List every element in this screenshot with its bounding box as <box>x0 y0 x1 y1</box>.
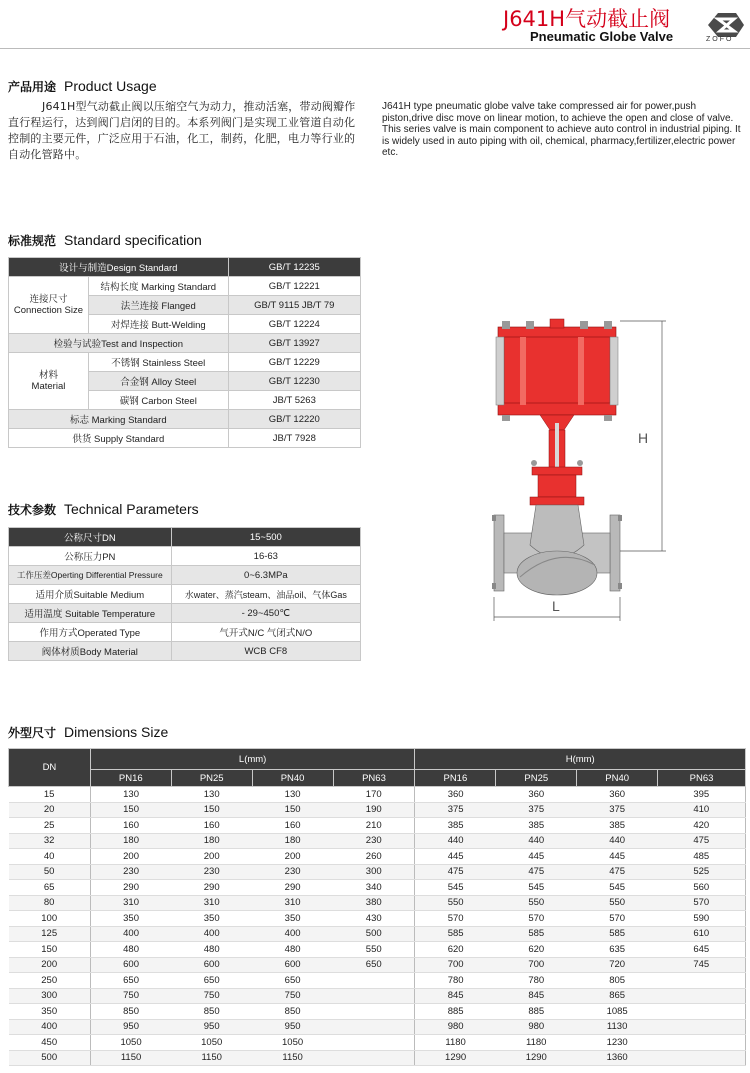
table-cell: 1150 <box>90 1050 171 1066</box>
table-cell: 550 <box>415 895 496 911</box>
tech-row-value: 15~500 <box>171 528 360 547</box>
table-cell: 440 <box>415 833 496 849</box>
table-cell: 380 <box>333 895 415 911</box>
standard-title-en: Standard specification <box>64 232 202 248</box>
table-row <box>9 988 746 1004</box>
dn-cell: 400 <box>9 1019 91 1035</box>
table-cell: 180 <box>252 833 333 849</box>
table-cell <box>333 988 415 1004</box>
usage-title-en: Product Usage <box>64 78 157 94</box>
table-cell: 160 <box>90 818 171 834</box>
yoke <box>530 415 584 505</box>
table-row <box>9 942 746 958</box>
table-cell: 230 <box>171 864 252 880</box>
table-cell: 845 <box>415 988 496 1004</box>
table-cell: 585 <box>415 926 496 942</box>
table-cell: 475 <box>415 864 496 880</box>
tech-row-value: 0~6.3MPa <box>171 566 360 585</box>
tech-row-label: 公称压力PN <box>9 547 172 566</box>
table-row <box>9 1035 746 1051</box>
table-cell: 645 <box>658 942 746 958</box>
material-row-value: GB/T 12229 <box>228 353 360 372</box>
table-row <box>9 973 746 989</box>
table-cell: 375 <box>577 802 658 818</box>
dimension-h-label: H <box>638 430 649 446</box>
table-cell: 545 <box>577 880 658 896</box>
logo-text: ZOFO <box>706 36 734 43</box>
document-title: J641H气动截止阀 <box>503 7 671 31</box>
table-cell: 550 <box>496 895 577 911</box>
tech-row-value: - 29~450℃ <box>171 604 360 623</box>
connection-row-value: GB/T 9115 JB/T 79 <box>228 296 360 315</box>
table-cell: 445 <box>577 849 658 865</box>
dn-cell: 500 <box>9 1050 91 1066</box>
dn-cell: 40 <box>9 849 91 865</box>
material-label <box>9 353 89 410</box>
dimensions-title-zh: 外型尺寸 <box>8 726 57 740</box>
standard-table <box>8 257 361 448</box>
table-cell: 1180 <box>415 1035 496 1051</box>
table-cell: 585 <box>496 926 577 942</box>
table-cell: 1290 <box>496 1050 577 1066</box>
table-cell: 480 <box>171 942 252 958</box>
table-cell: 310 <box>171 895 252 911</box>
connection-size-label-en: Connection Size <box>13 305 84 316</box>
table-cell: 650 <box>171 973 252 989</box>
pn-header: PN40 <box>252 770 333 787</box>
table-cell: 610 <box>658 926 746 942</box>
table-cell: 350 <box>90 911 171 927</box>
table-cell: 180 <box>90 833 171 849</box>
connection-row-value: GB/T 12221 <box>228 277 360 296</box>
table-cell: 570 <box>658 895 746 911</box>
table-cell: 200 <box>90 849 171 865</box>
table-cell: 700 <box>415 957 496 973</box>
tech-row-value: 16-63 <box>171 547 360 566</box>
dimension-l-label: L <box>552 598 560 614</box>
table-cell: 445 <box>496 849 577 865</box>
table-cell: 350 <box>252 911 333 927</box>
dn-cell: 100 <box>9 911 91 927</box>
material-row-value: JB/T 5263 <box>228 391 360 410</box>
table-cell: 1050 <box>252 1035 333 1051</box>
table-row <box>9 1050 746 1066</box>
table-cell: 720 <box>577 957 658 973</box>
dn-cell: 25 <box>9 818 91 834</box>
table-cell: 375 <box>415 802 496 818</box>
table-cell: 230 <box>90 864 171 880</box>
table-cell: 1150 <box>171 1050 252 1066</box>
table-cell: 1085 <box>577 1004 658 1020</box>
valve-body <box>492 505 622 595</box>
table-cell: 750 <box>90 988 171 1004</box>
technical-table <box>8 527 361 661</box>
table-cell: 340 <box>333 880 415 896</box>
table-cell: 545 <box>496 880 577 896</box>
table-cell: 150 <box>252 802 333 818</box>
table-row <box>9 911 746 927</box>
table-cell: 560 <box>658 880 746 896</box>
dn-cell: 200 <box>9 957 91 973</box>
table-cell <box>333 1050 415 1066</box>
table-row <box>9 818 746 834</box>
table-cell: 360 <box>577 787 658 803</box>
tech-row-value: 水water、蒸汽steam、油品oil、气体Gas <box>171 585 360 604</box>
supply-label: 供货 Supply Standard <box>9 429 229 448</box>
material-label-zh: 材料 <box>38 370 58 381</box>
tech-row-value: WCB CF8 <box>171 642 360 661</box>
table-cell: 1230 <box>577 1035 658 1051</box>
table-cell: 885 <box>415 1004 496 1020</box>
dn-cell: 300 <box>9 988 91 1004</box>
table-row <box>9 833 746 849</box>
table-cell <box>333 1019 415 1035</box>
dn-cell: 50 <box>9 864 91 880</box>
l-header: L(mm) <box>90 749 415 770</box>
dn-cell: 150 <box>9 942 91 958</box>
table-cell: 360 <box>415 787 496 803</box>
material-row-label: 不锈钢 Stainless Steel <box>88 353 228 372</box>
dimensions-title <box>8 724 168 741</box>
pn-header: PN16 <box>415 770 496 787</box>
table-cell: 950 <box>171 1019 252 1035</box>
table-cell: 300 <box>333 864 415 880</box>
table-cell: 650 <box>90 973 171 989</box>
table-cell: 590 <box>658 911 746 927</box>
table-cell: 620 <box>415 942 496 958</box>
table-cell: 950 <box>252 1019 333 1035</box>
dn-cell: 65 <box>9 880 91 896</box>
table-cell: 160 <box>252 818 333 834</box>
table-cell <box>658 988 746 1004</box>
table-cell: 400 <box>171 926 252 942</box>
table-cell: 865 <box>577 988 658 1004</box>
pn-header: PN25 <box>171 770 252 787</box>
table-cell: 375 <box>496 802 577 818</box>
pn-header: PN16 <box>90 770 171 787</box>
table-row <box>9 926 746 942</box>
pn-header: PN25 <box>496 770 577 787</box>
dimensions-table <box>8 748 746 1066</box>
table-cell <box>658 1035 746 1051</box>
table-cell: 850 <box>252 1004 333 1020</box>
table-cell: 745 <box>658 957 746 973</box>
table-cell: 1180 <box>496 1035 577 1051</box>
table-cell: 480 <box>252 942 333 958</box>
table-cell: 585 <box>577 926 658 942</box>
table-cell: 475 <box>658 833 746 849</box>
material-row-label: 碳钢 Carbon Steel <box>88 391 228 410</box>
table-cell: 550 <box>577 895 658 911</box>
pn-header: PN63 <box>658 770 746 787</box>
table-cell: 210 <box>333 818 415 834</box>
table-cell: 130 <box>252 787 333 803</box>
pneumatic-globe-valve-drawing <box>480 315 670 625</box>
usage-text-en: J641H type pneumatic globe valve take compressed air for power,push piston,drive disc move on linear motion, to achieve the open and close of valve. This series valve is main component to achieve auto control in industrial piping. It is widely used in auto piping with oil, chemical, pharmacy,fertilizer,electric power etc. <box>382 101 741 158</box>
table-cell: 475 <box>577 864 658 880</box>
table-row <box>9 1004 746 1020</box>
table-cell: 260 <box>333 849 415 865</box>
table-cell: 290 <box>171 880 252 896</box>
table-cell: 440 <box>577 833 658 849</box>
table-cell: 290 <box>252 880 333 896</box>
connection-row-label: 法兰连接 Flanged <box>88 296 228 315</box>
table-cell <box>333 973 415 989</box>
table-cell: 385 <box>496 818 577 834</box>
table-cell: 310 <box>252 895 333 911</box>
tech-row-label: 作用方式Operated Type <box>9 623 172 642</box>
table-cell: 750 <box>252 988 333 1004</box>
technical-title-en: Technical Parameters <box>64 501 199 517</box>
material-row-label: 合金钢 Alloy Steel <box>88 372 228 391</box>
table-cell: 570 <box>577 911 658 927</box>
connection-row-label: 对焊连接 Butt-Welding <box>88 315 228 334</box>
table-cell: 525 <box>658 864 746 880</box>
table-cell: 160 <box>171 818 252 834</box>
table-cell: 310 <box>90 895 171 911</box>
dn-cell: 450 <box>9 1035 91 1051</box>
table-cell: 200 <box>252 849 333 865</box>
table-cell: 805 <box>577 973 658 989</box>
table-cell: 570 <box>496 911 577 927</box>
table-cell: 850 <box>90 1004 171 1020</box>
dn-cell: 20 <box>9 802 91 818</box>
table-cell: 290 <box>90 880 171 896</box>
table-cell: 360 <box>496 787 577 803</box>
table-cell <box>658 1050 746 1066</box>
table-cell: 980 <box>496 1019 577 1035</box>
table-cell: 150 <box>90 802 171 818</box>
table-cell: 420 <box>658 818 746 834</box>
dn-cell: 80 <box>9 895 91 911</box>
tech-row-label: 适用温度 Suitable Temperature <box>9 604 172 623</box>
table-cell: 410 <box>658 802 746 818</box>
table-row <box>9 895 746 911</box>
dn-cell: 15 <box>9 787 91 803</box>
table-cell: 1050 <box>90 1035 171 1051</box>
h-header: H(mm) <box>415 749 746 770</box>
tech-row-label: 工作压差Operting Differential Pressure <box>9 566 172 585</box>
table-cell: 400 <box>90 926 171 942</box>
table-cell: 1150 <box>252 1050 333 1066</box>
header-divider <box>0 48 750 49</box>
table-cell <box>333 1035 415 1051</box>
connection-row-label: 结构长度 Marking Standard <box>88 277 228 296</box>
material-label-en: Material <box>31 381 66 392</box>
table-cell: 130 <box>90 787 171 803</box>
technical-title <box>8 501 199 518</box>
table-cell: 980 <box>415 1019 496 1035</box>
dn-cell: 32 <box>9 833 91 849</box>
pn-header: PN63 <box>333 770 415 787</box>
dimensions-title-en: Dimensions Size <box>64 724 169 740</box>
usage-title <box>8 78 157 95</box>
table-cell: 885 <box>496 1004 577 1020</box>
design-standard-label: 设计与制造Design Standard <box>9 258 229 277</box>
table-cell: 750 <box>171 988 252 1004</box>
dn-cell: 350 <box>9 1004 91 1020</box>
table-row <box>9 802 746 818</box>
table-cell <box>658 1004 746 1020</box>
dn-header: DN <box>9 749 91 787</box>
inspection-label: 检验与试验Test and Inspection <box>9 334 229 353</box>
usage-title-zh: 产品用途 <box>8 80 57 94</box>
marking-value: GB/T 12220 <box>228 410 360 429</box>
table-cell: 600 <box>252 957 333 973</box>
table-cell: 400 <box>252 926 333 942</box>
dn-cell: 125 <box>9 926 91 942</box>
connection-row-value: GB/T 12224 <box>228 315 360 334</box>
table-cell: 1130 <box>577 1019 658 1035</box>
table-cell: 485 <box>658 849 746 865</box>
table-cell: 180 <box>171 833 252 849</box>
tech-row-label: 阀体材质Body Material <box>9 642 172 661</box>
tech-row-value: 气开式N/C 气闭式N/O <box>171 623 360 642</box>
table-cell: 635 <box>577 942 658 958</box>
tech-row-label: 适用介质Suitable Medium <box>9 585 172 604</box>
table-cell: 500 <box>333 926 415 942</box>
table-cell: 385 <box>415 818 496 834</box>
inspection-value: GB/T 13927 <box>228 334 360 353</box>
table-cell: 550 <box>333 942 415 958</box>
table-cell: 230 <box>252 864 333 880</box>
table-cell <box>658 973 746 989</box>
standard-title-zh: 标准规范 <box>8 234 57 248</box>
table-cell <box>658 1019 746 1035</box>
table-cell: 190 <box>333 802 415 818</box>
supply-value: JB/T 7928 <box>228 429 360 448</box>
table-cell: 395 <box>658 787 746 803</box>
table-cell: 600 <box>90 957 171 973</box>
table-cell: 475 <box>496 864 577 880</box>
table-cell: 130 <box>171 787 252 803</box>
table-cell: 570 <box>415 911 496 927</box>
table-cell: 445 <box>415 849 496 865</box>
table-cell: 780 <box>496 973 577 989</box>
table-cell: 230 <box>333 833 415 849</box>
table-cell: 1360 <box>577 1050 658 1066</box>
table-cell: 350 <box>171 911 252 927</box>
dn-cell: 250 <box>9 973 91 989</box>
table-cell: 845 <box>496 988 577 1004</box>
table-cell: 200 <box>171 849 252 865</box>
technical-title-zh: 技术参数 <box>8 503 57 517</box>
table-cell: 650 <box>252 973 333 989</box>
table-cell: 1290 <box>415 1050 496 1066</box>
table-row <box>9 849 746 865</box>
table-row <box>9 864 746 880</box>
material-row-value: GB/T 12230 <box>228 372 360 391</box>
table-cell: 700 <box>496 957 577 973</box>
table-cell: 150 <box>171 802 252 818</box>
table-cell: 430 <box>333 911 415 927</box>
table-cell: 850 <box>171 1004 252 1020</box>
actuator <box>496 319 618 421</box>
table-row <box>9 787 746 803</box>
document-subtitle: Pneumatic Globe Valve <box>530 29 674 44</box>
table-cell: 650 <box>333 957 415 973</box>
table-cell <box>333 1004 415 1020</box>
standard-title <box>8 232 202 249</box>
table-cell: 545 <box>415 880 496 896</box>
connection-size-label <box>9 277 89 334</box>
pn-header: PN40 <box>577 770 658 787</box>
table-cell: 385 <box>577 818 658 834</box>
table-row <box>9 880 746 896</box>
table-cell: 600 <box>171 957 252 973</box>
table-cell: 780 <box>415 973 496 989</box>
design-standard-value: GB/T 12235 <box>228 258 360 277</box>
table-cell: 950 <box>90 1019 171 1035</box>
usage-text-zh: J641H型气动截止阀以压缩空气为动力，推动活塞，带动阀瓣作直行程运行，达到阀门启闭的目的。本系列阀门是实现工业管道自动化控制的主要元件，广泛应用于石油，化工，制药，化肥，电力等行业的自动化管路中。 <box>8 100 356 161</box>
table-cell: 440 <box>496 833 577 849</box>
table-row <box>9 957 746 973</box>
table-cell: 170 <box>333 787 415 803</box>
table-row <box>9 1019 746 1035</box>
marking-label: 标志 Marking Standard <box>9 410 229 429</box>
table-cell: 1050 <box>171 1035 252 1051</box>
connection-size-label-zh: 连接尺寸 <box>29 294 68 305</box>
table-cell: 480 <box>90 942 171 958</box>
table-cell: 620 <box>496 942 577 958</box>
tech-row-label: 公称尺寸DN <box>9 528 172 547</box>
